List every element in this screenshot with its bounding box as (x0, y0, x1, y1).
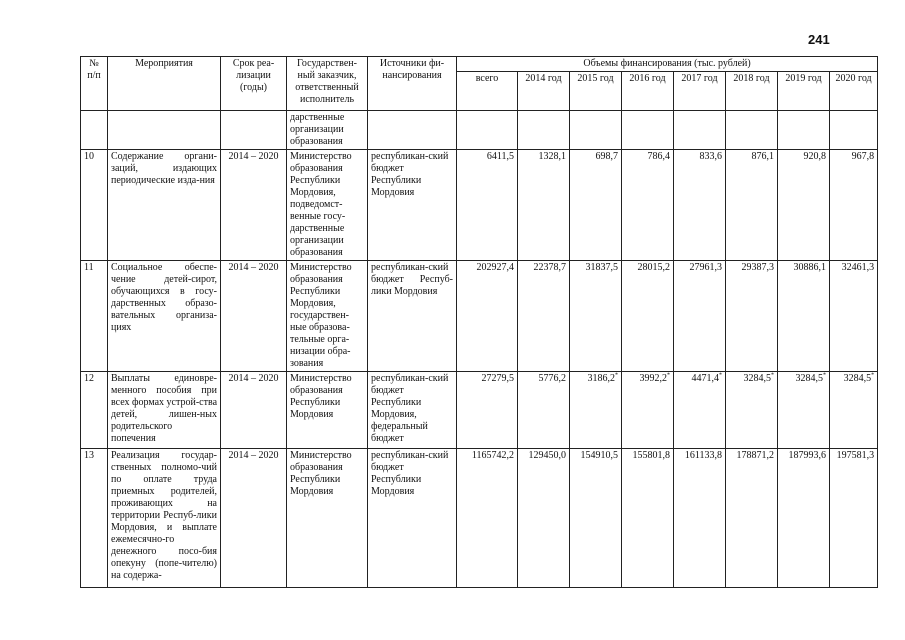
cell-sources: республикан-ский бюджет Республики Мордовия (368, 449, 457, 588)
header-year: 2020 год (830, 72, 878, 111)
value-text: 197581,3 (836, 450, 875, 461)
page-number: 241 (808, 32, 830, 47)
footnote-mark: * (823, 372, 826, 379)
value-text: 32461,3 (841, 262, 875, 273)
value-text: 698,7 (595, 151, 618, 162)
footnote-mark: * (719, 372, 722, 379)
cell-year-value (570, 261, 622, 372)
table-row (81, 150, 878, 261)
value-text: 5776,2 (538, 373, 566, 384)
cell-year-value (570, 449, 622, 588)
value-text: 920,8 (803, 151, 826, 162)
cell-customer: дарственные организации образования (287, 111, 368, 150)
cell-sources: республикан-ский бюджет Республики Мордовия, федеральный бюджет (368, 372, 457, 449)
cell-term: 2014 – 2020 (221, 150, 287, 261)
cell-year-value (778, 449, 830, 588)
cell-sources: республикан-ский бюджет Республики Мордовия (368, 150, 457, 261)
cell-year-value (622, 372, 674, 449)
value-text: 30886,1 (793, 262, 826, 273)
cell-sources: республикан-ский бюджет Респуб-лики Мордовия (368, 261, 457, 372)
value-text: 3284,5 (743, 373, 771, 384)
value-text: 161133,8 (684, 450, 722, 461)
funding-table (80, 56, 878, 588)
cell-num: 12 (81, 372, 108, 449)
value-text: 155801,8 (632, 450, 670, 461)
header-term: Срок реа-лизации (годы) (221, 57, 287, 111)
cell-year-value (622, 150, 674, 261)
value-text: 31837,5 (585, 262, 618, 273)
cell-year-value (518, 372, 570, 449)
table-row-continuation (81, 111, 878, 150)
value-text: 178871,2 (736, 450, 774, 461)
table-row (81, 372, 878, 449)
cell-total: 27279,5 (457, 372, 518, 449)
cell-year-value (830, 150, 878, 261)
cell-year-value (778, 150, 830, 261)
value-text: 3186,2 (587, 373, 615, 384)
value-text: 876,1 (751, 151, 774, 162)
value-text: 786,4 (647, 151, 670, 162)
value-text: 129450,0 (528, 450, 566, 461)
cell-year-value (726, 449, 778, 588)
cell-year-value (518, 261, 570, 372)
cell-year-value (518, 449, 570, 588)
cell-year-value (518, 150, 570, 261)
cell-year-value (830, 449, 878, 588)
cell-year-value (778, 261, 830, 372)
cell-year-value (726, 372, 778, 449)
header-year: 2017 год (674, 72, 726, 111)
cell-year-value (674, 449, 726, 588)
cell-num: 10 (81, 150, 108, 261)
header-row (81, 57, 878, 72)
cell-term: 2014 – 2020 (221, 261, 287, 372)
cell-customer: Министерство образования Республики Мордовия (287, 372, 368, 449)
value-text: 22378,7 (533, 262, 566, 273)
cell-activity: Выплаты единовре-менного пособия при всех формах устрой-ства детей, лишен-ных родительского попечения (108, 372, 221, 449)
cell-activity: Реализация государ-ственных полномо-чий по оплате труда приемных родителей, проживающих на территории Респуб-лики Мордовия, и выплате ежемесячно-го денежного посо-бия опекуну (попе-чителю) на содержа- (108, 449, 221, 588)
value-text: 4471,4 (691, 373, 719, 384)
value-text: 3284,5 (795, 373, 823, 384)
cell-total: 6411,5 (457, 150, 518, 261)
header-year: 2014 год (518, 72, 570, 111)
header-year: 2015 год (570, 72, 622, 111)
cell-year-value (622, 449, 674, 588)
cell-customer: Министерство образования Республики Мордовия, подведомст-венные госу-дарственные организации образования (287, 150, 368, 261)
cell-num: 13 (81, 449, 108, 588)
cell-year-value (674, 261, 726, 372)
value-text: 833,6 (699, 151, 722, 162)
header-year: 2018 год (726, 72, 778, 111)
value-text: 3992,2 (639, 373, 667, 384)
value-text: 29387,3 (741, 262, 774, 273)
value-text: 967,8 (851, 151, 875, 162)
cell-activity: Содержание органи-заций, издающих периодические изда-ния (108, 150, 221, 261)
cell-year-value (674, 150, 726, 261)
header-activity: Мероприятия (108, 57, 221, 111)
cell-total: 202927,4 (457, 261, 518, 372)
cell-year-value (570, 150, 622, 261)
table-row (81, 449, 878, 588)
cell-year-value (830, 372, 878, 449)
footnote-mark: * (615, 372, 618, 379)
header-year: 2016 год (622, 72, 674, 111)
cell-year-value (830, 261, 878, 372)
header-num: № п/п (81, 57, 108, 111)
table-row (81, 261, 878, 372)
value-text: 28015,2 (637, 262, 670, 273)
footnote-mark: * (771, 372, 774, 379)
cell-term: 2014 – 2020 (221, 372, 287, 449)
value-text: 154910,5 (580, 450, 618, 461)
footnote-mark: * (667, 372, 670, 379)
value-text: 3284,5 (843, 373, 872, 384)
cell-activity: Социальное обеспе-чение детей-сирот, обучающихся в госу-дарственных образо-вательных организа-циях (108, 261, 221, 372)
header-total: всего (457, 72, 518, 111)
value-text: 1328,1 (538, 151, 566, 162)
header-customer: Государствен-ный заказчик, ответственный исполнитель (287, 57, 368, 111)
value-text: 27961,3 (689, 262, 722, 273)
cell-year-value (726, 150, 778, 261)
cell-num: 11 (81, 261, 108, 372)
cell-term: 2014 – 2020 (221, 449, 287, 588)
footnote-mark: * (871, 372, 875, 379)
header-funding: Объемы финансирования (тыс. рублей) (457, 57, 878, 72)
value-text: 187993,6 (788, 450, 826, 461)
cell-total: 1165742,2 (457, 449, 518, 588)
cell-customer: Министерство образования Республики Мордовия, государствен-ные образова-тельные орга-низации обра-зования (287, 261, 368, 372)
cell-year-value (778, 372, 830, 449)
cell-customer: Министерство образования Республики Мордовия (287, 449, 368, 588)
cell-year-value (570, 372, 622, 449)
header-sources: Источники фи-нансирования (368, 57, 457, 111)
header-year: 2019 год (778, 72, 830, 111)
table-body (81, 150, 878, 588)
cell-year-value (674, 372, 726, 449)
cell-year-value (622, 261, 674, 372)
cell-year-value (726, 261, 778, 372)
